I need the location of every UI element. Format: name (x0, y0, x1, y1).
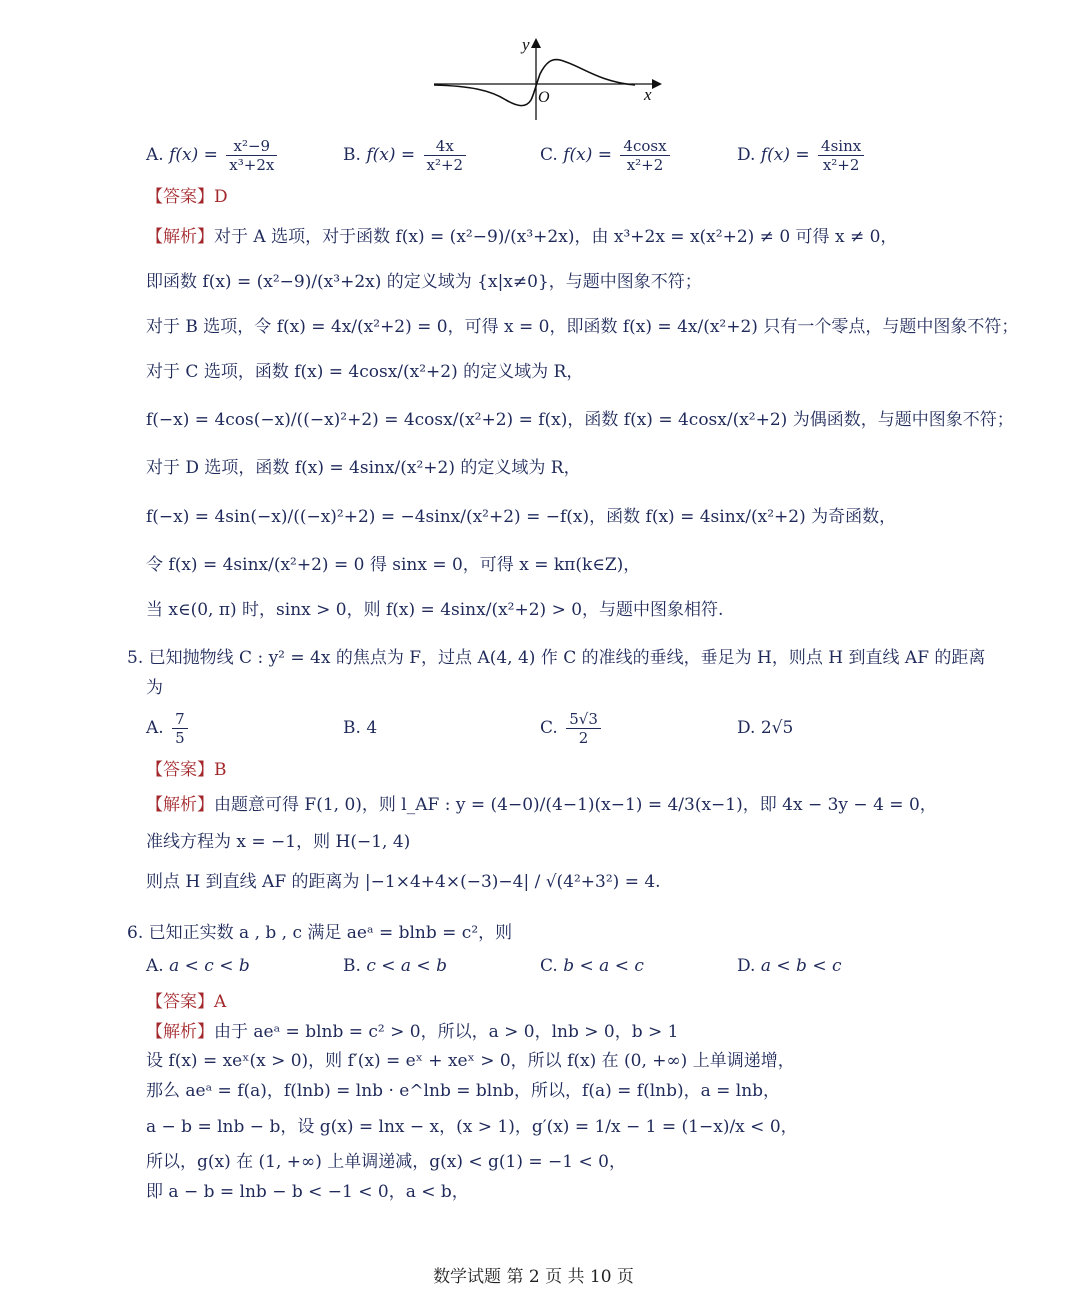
q6-option-a-text: a < c < b (169, 956, 250, 976)
q6-option-a-label: A. (146, 956, 164, 976)
q4-option-b-fraction (424, 137, 467, 174)
q4-option-a-fraction (226, 137, 277, 174)
q4-analysis-line: f(−x) = 4cos(−x)/((−x)²+2) = 4cosx/(x²+2) = f(x)，函数 f(x) = 4cosx/(x²+2) 为偶函数，与题中图象不符； (146, 410, 1014, 430)
q4-analysis-line: 当 x∈(0, π) 时，sinx > 0，则 f(x) = 4sinx/(x²+2) > 0，与题中图象相符. (146, 600, 724, 620)
q5-option-d[interactable] (737, 718, 793, 738)
analysis-tag: 【解析】 (146, 1022, 214, 1042)
q5-option-a-den: 5 (175, 729, 185, 747)
q6-answer: 【答案】A (146, 992, 227, 1012)
q4-option-b-num: 4x (424, 137, 467, 156)
q6-option-d[interactable] (737, 956, 842, 976)
q6-analysis-line: a − b = lnb − b，设 g(x) = lnx − x，(x > 1)，g′(x) = 1/x − 1 = (1−x)/x < 0， (146, 1117, 798, 1137)
q4-option-b-label: B. (343, 145, 361, 165)
q5-analysis-line (146, 793, 937, 817)
q5-option-d-text: 2√5 (760, 718, 794, 738)
q5-stem-continued: 为 (146, 678, 163, 698)
q5-option-d-label: D. (737, 718, 756, 738)
function-graph (430, 30, 670, 125)
q5-option-b-label: B. (343, 718, 361, 738)
y-axis-arrow (531, 38, 541, 48)
q5-option-c-den: 2 (578, 729, 589, 747)
q4-option-d-fraction (818, 137, 864, 174)
q4-answer: 【答案】D (146, 187, 228, 207)
q5-option-c[interactable] (540, 710, 604, 747)
q4-analysis-line: 对于 C 选项，函数 f(x) = 4cosx/(x²+2) 的定义域为 R， (146, 362, 584, 382)
q4-analysis-line: 即函数 f(x) = (x²−9)/(x³+2x) 的定义域为 {x|x≠0}，与题中图象不符； (146, 272, 702, 292)
q5-analysis-line: 准线方程为 x = −1，则 H(−1, 4) (146, 832, 411, 852)
q5-option-c-label: C. (540, 718, 558, 738)
q6-option-d-label: D. (737, 956, 756, 976)
analysis-text: 由于 aeᵃ = blnb = c² > 0，所以，a > 0，lnb > 0，b > 1 (214, 1022, 679, 1042)
q4-option-c-den: x²+2 (626, 156, 664, 174)
q4-option-b[interactable] (343, 137, 469, 174)
q4-option-d-lhs: f(x) = (760, 145, 810, 165)
y-axis-label: y (522, 35, 530, 54)
q6-option-c-label: C. (540, 956, 558, 976)
q6-analysis-line (146, 1020, 679, 1044)
q4-option-d[interactable] (737, 137, 867, 174)
x-axis-arrow (652, 79, 662, 89)
q5-option-a-num: 7 (172, 710, 188, 729)
q4-option-a-num: x²−9 (226, 137, 277, 156)
q5-option-a[interactable] (146, 710, 191, 747)
q5-option-a-fraction (172, 710, 188, 747)
q6-stem: 6. 已知正实数 a , b , c 满足 aeᵃ = blnb = c²，则 (127, 923, 513, 943)
page-footer: 数学试题 第 2 页 共 10 页 (433, 1267, 634, 1287)
q6-analysis-line: 所以，g(x) 在 (1, +∞) 上单调递减，g(x) < g(1) = −1 < 0， (146, 1152, 626, 1172)
q5-stem: 5. 已知抛物线 C : y² = 4x 的焦点为 F，过点 A(4, 4) 作 C 的准线的垂线，垂足为 H，则点 H 到直线 AF 的距离 (127, 648, 986, 668)
function-curve (434, 60, 635, 106)
q6-option-b[interactable] (343, 956, 447, 976)
q4-analysis-line: 令 f(x) = 4sinx/(x²+2) = 0 得 sinx = 0，可得 x = kπ(k∈Z)， (146, 555, 641, 575)
q4-option-c[interactable] (540, 137, 673, 174)
q4-option-d-den: x²+2 (822, 156, 860, 174)
origin-label: O (538, 89, 550, 106)
q5-option-c-num: 5√3 (566, 710, 601, 729)
q6-option-a[interactable] (146, 956, 250, 976)
q5-option-a-label: A. (146, 718, 164, 738)
q4-analysis-line (146, 225, 897, 249)
q5-analysis-line: 则点 H 到直线 AF 的距离为 |−1×4+4×(−3)−4| / √(4²+3²) = 4. (146, 872, 661, 892)
q5-option-b-text: 4 (366, 718, 378, 738)
q4-option-c-lhs: f(x) = (563, 145, 613, 165)
q4-option-d-label: D. (737, 145, 756, 165)
q5-option-b[interactable] (343, 718, 377, 738)
q4-analysis-line: f(−x) = 4sin(−x)/((−x)²+2) = −4sinx/(x²+2) = −f(x)，函数 f(x) = 4sinx/(x²+2) 为奇函数， (146, 507, 897, 527)
analysis-text: 由题意可得 F(1, 0)，则 l_AF : y = (4−0)/(4−1)(x−1) = 4/3(x−1)，即 4x − 3y − 4 = 0， (214, 795, 937, 815)
q6-option-c-text: b < a < c (563, 956, 644, 976)
analysis-tag: 【解析】 (146, 795, 214, 815)
q6-option-d-text: a < b < c (760, 956, 842, 976)
q6-analysis-line: 那么 aeᵃ = f(a)，f(lnb) = lnb · e^lnb = blnb，所以，f(a) = f(lnb)，a = lnb， (146, 1081, 781, 1101)
q6-option-b-label: B. (343, 956, 361, 976)
q4-option-c-label: C. (540, 145, 558, 165)
q6-analysis-line: 设 f(x) = xeˣ(x > 0)，则 f′(x) = eˣ + xeˣ > 0，所以 f(x) 在 (0, +∞) 上单调递增， (146, 1051, 795, 1071)
analysis-text: 对于 A 选项，对于函数 f(x) = (x²−9)/(x³+2x)，由 x³+2x = x(x²+2) ≠ 0 可得 x ≠ 0， (214, 227, 898, 247)
q4-option-b-den: x²+2 (426, 156, 464, 174)
q4-option-c-fraction (620, 137, 669, 174)
q6-analysis-line: 即 a − b = lnb − b < −1 < 0，a < b， (146, 1182, 469, 1202)
q4-option-a-den: x³+2x (229, 156, 275, 174)
q4-option-a[interactable] (146, 137, 280, 174)
q4-option-c-num: 4cosx (620, 137, 669, 156)
q5-answer: 【答案】B (146, 760, 227, 780)
q5-option-c-fraction (566, 710, 601, 747)
x-axis-label: x (644, 85, 652, 104)
q4-option-a-lhs: f(x) = (169, 145, 218, 165)
q4-option-b-lhs: f(x) = (366, 145, 416, 165)
q4-analysis-line: 对于 D 选项，函数 f(x) = 4sinx/(x²+2) 的定义域为 R， (146, 458, 581, 478)
q6-option-c[interactable] (540, 956, 644, 976)
q6-option-b-text: c < a < b (366, 956, 447, 976)
analysis-tag: 【解析】 (146, 227, 214, 247)
q4-analysis-line: 对于 B 选项，令 f(x) = 4x/(x²+2) = 0，可得 x = 0，即函数 f(x) = 4x/(x²+2) 只有一个零点，与题中图象不符； (146, 317, 1019, 337)
q4-option-a-label: A. (146, 145, 164, 165)
q4-option-d-num: 4sinx (818, 137, 864, 156)
